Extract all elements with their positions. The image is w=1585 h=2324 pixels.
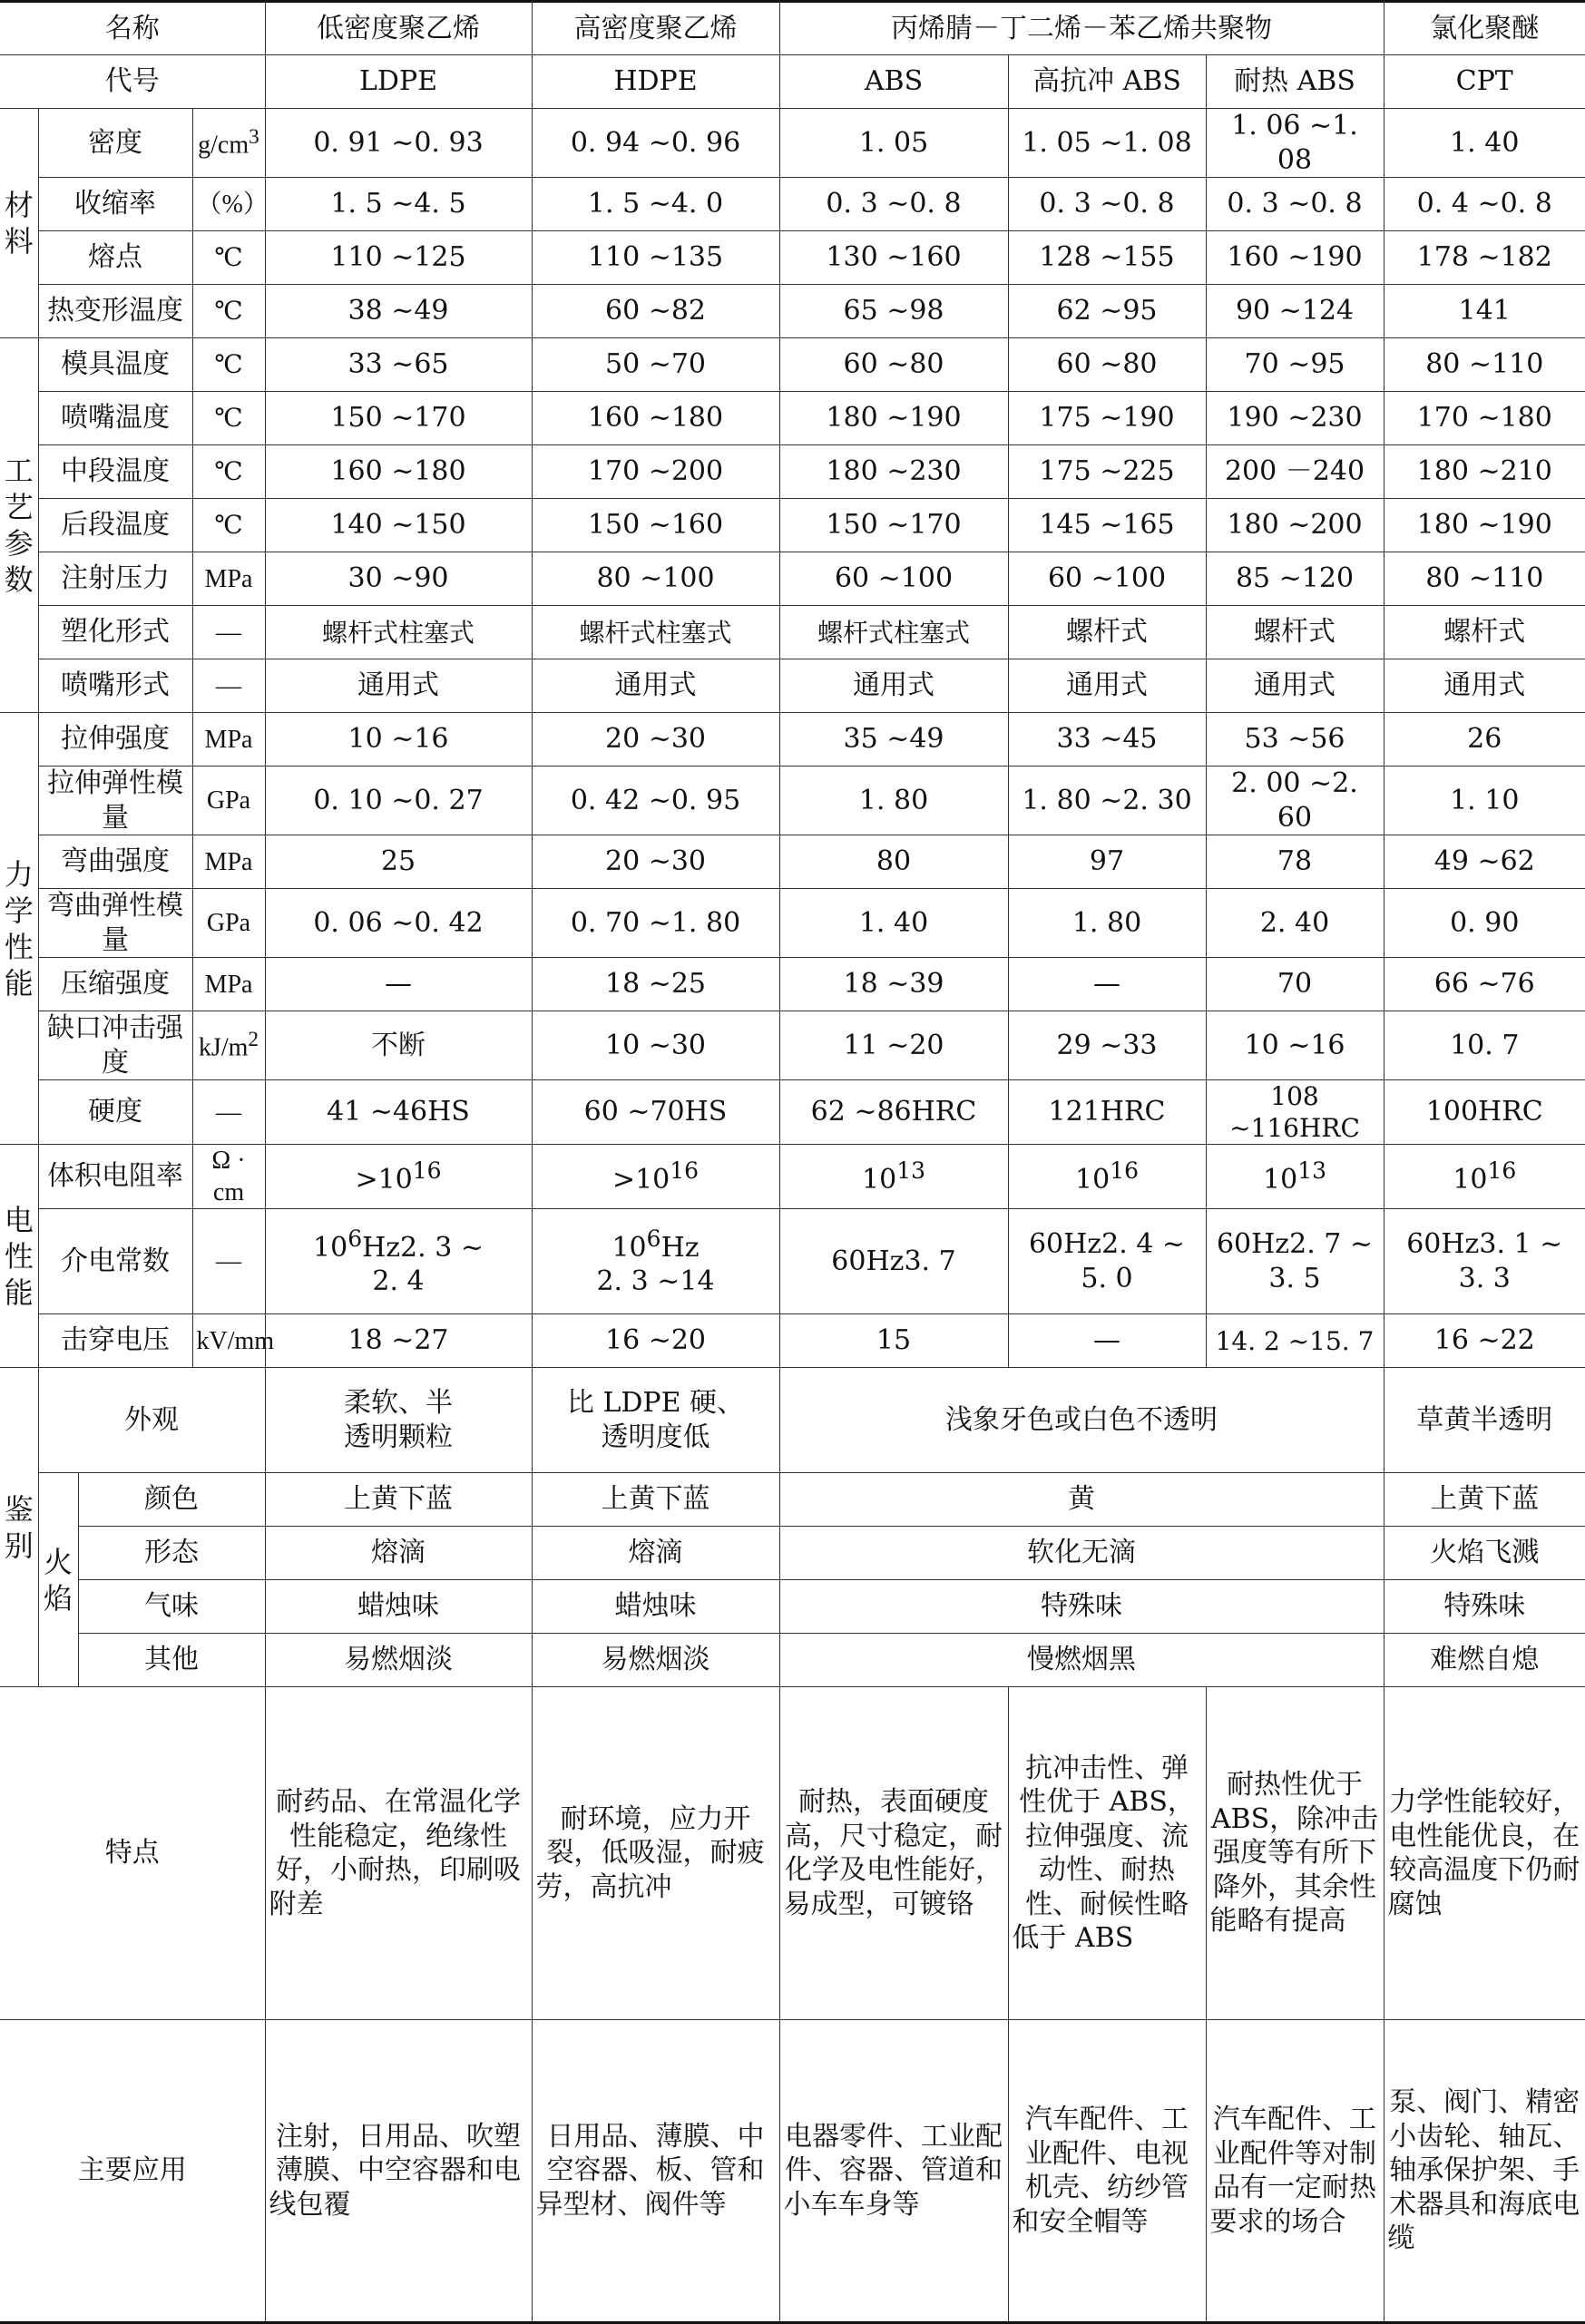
row-flame-form [0, 1527, 1585, 1580]
row-label: 弯曲弹性模量 [38, 889, 192, 958]
value-cell: 110 ~125 [265, 231, 532, 285]
value-cell: 螺杆式 [1206, 606, 1384, 659]
row-label: 熔点 [38, 231, 192, 285]
value-cell: 螺杆式柱塞式 [532, 606, 779, 659]
row-label: 收缩率 [38, 178, 192, 231]
value-cell: 62 ~86HRC [779, 1080, 1008, 1145]
name-abs-family: 丙烯腈－丁二烯－苯乙烯共聚物 [779, 2, 1384, 55]
unit-notched-impact: $kJ/m^2$ [192, 1011, 265, 1080]
value-cell: 16 ~20 [532, 1314, 779, 1368]
value-cell: 160 ~180 [532, 392, 779, 445]
value-cell: 60 ~80 [779, 338, 1008, 392]
features-label: 特点 [0, 1687, 265, 2020]
value-cell: 178 ~182 [1384, 231, 1585, 285]
value-cell: 蜡烛味 [265, 1580, 532, 1634]
name-hdpe: 高密度聚乙烯 [532, 2, 779, 55]
value-cell: 1. 06 ~1. 08 [1206, 109, 1384, 178]
value-cell: 慢燃烟黑 [779, 1634, 1384, 1687]
row-label: 模具温度 [38, 338, 192, 392]
value-cell: 1. 5 ~4. 0 [532, 178, 779, 231]
row-applications [0, 2020, 1585, 2323]
value-cell: 85 ~120 [1206, 552, 1384, 606]
section-process: 工 艺 参 数 [0, 338, 38, 713]
unit-cell: ℃ [192, 499, 265, 552]
code-hdpe: HDPE [532, 55, 779, 109]
value-cell: 20 ~30 [532, 713, 779, 767]
value-cell: 14. 2 ~15. 7 [1206, 1314, 1384, 1368]
value-cell: 90 ~124 [1206, 285, 1384, 338]
value-cell: 1. 40 [779, 889, 1008, 958]
value-cell: 软化无滴 [779, 1527, 1384, 1580]
value-cell: 通用式 [265, 659, 532, 713]
value-cell: 200 －240 [1206, 445, 1384, 499]
value-cell: 190 ~230 [1206, 392, 1384, 445]
value-cell: 1. 40 [1384, 109, 1585, 178]
value-cell: 0. 94 ~0. 96 [532, 109, 779, 178]
value-cell: 上黄下蓝 [532, 1473, 779, 1527]
code-heat-resistant-abs: 耐热 ABS [1206, 55, 1384, 109]
unit-cell: ℃ [192, 231, 265, 285]
value-cell: 180 ~190 [1384, 499, 1585, 552]
row-label: 后段温度 [38, 499, 192, 552]
unit-cell: — [192, 606, 265, 659]
row-label: 介电常数 [38, 1209, 192, 1314]
value-cell: 熔滴 [265, 1527, 532, 1580]
value-cell: 火焰飞溅 [1384, 1527, 1585, 1580]
row-dielectric-constant [0, 1209, 1585, 1314]
row-plasticizing [0, 606, 1585, 659]
value-cell: 26 [1384, 713, 1585, 767]
value-cell: 比 LDPE 硬、 透明度低 [532, 1368, 779, 1473]
value-cell: 50 ~70 [532, 338, 779, 392]
code-cpt: CPT [1384, 55, 1585, 109]
value-cell: 140 ~150 [265, 499, 532, 552]
value-cell: — [265, 958, 532, 1011]
applications-ldpe: 注射，日用品、吹塑薄膜、中空容器和电线包覆 [265, 2020, 532, 2323]
value-cell: 62 ~95 [1008, 285, 1206, 338]
row-label: 拉伸强度 [38, 713, 192, 767]
value-cell: 1. 05 ~1. 08 [1008, 109, 1206, 178]
row-flame-color [0, 1473, 1585, 1527]
value-cell: 66 ~76 [1384, 958, 1585, 1011]
value-cell: 草黄半透明 [1384, 1368, 1585, 1473]
value-cell: $10^{13}$ [779, 1145, 1008, 1209]
value-cell: 180 ~190 [779, 392, 1008, 445]
value-cell: 29 ~33 [1008, 1011, 1206, 1080]
unit-cell: — [192, 659, 265, 713]
value-cell: 53 ~56 [1206, 713, 1384, 767]
value-cell: 80 ~100 [532, 552, 779, 606]
value-cell: 柔软、半 透明颗粒 [265, 1368, 532, 1473]
row-density [0, 109, 1585, 178]
unit-cell: （%） [192, 178, 265, 231]
value-cell: 上黄下蓝 [265, 1473, 532, 1527]
value-cell: $10^{16}$ [1008, 1145, 1206, 1209]
value-cell: 160 ~190 [1206, 231, 1384, 285]
value-cell: 170 ~200 [532, 445, 779, 499]
row-label: 压缩强度 [38, 958, 192, 1011]
features-ldpe: 耐药品、在常温化学性能稳定，绝缘性好，小耐热，印刷吸附差 [265, 1687, 532, 2020]
value-cell: 60 ~70HS [532, 1080, 779, 1145]
value-cell: 180 ~230 [779, 445, 1008, 499]
code-header: 代号 [0, 55, 265, 109]
row-label: 外观 [38, 1368, 265, 1473]
code-ldpe: LDPE [265, 55, 532, 109]
value-cell: 33 ~45 [1008, 713, 1206, 767]
value-cell: 易燃烟淡 [532, 1634, 779, 1687]
row-flame-other [0, 1634, 1585, 1687]
row-breakdown-voltage [0, 1314, 1585, 1368]
row-label: 缺口冲击强度 [38, 1011, 192, 1080]
value-cell: 150 ~170 [265, 392, 532, 445]
row-label: 形态 [78, 1527, 265, 1580]
value-cell: 60Hz3. 1 ~ 3. 3 [1384, 1209, 1585, 1314]
value-cell: 30 ~90 [265, 552, 532, 606]
row-hardness [0, 1080, 1585, 1145]
value-cell: 141 [1384, 285, 1585, 338]
applications-hdpe: 日用品、薄膜、中空容器、板、管和异型材、阀件等 [532, 2020, 779, 2323]
value-cell: 128 ~155 [1008, 231, 1206, 285]
value-cell: 38 ~49 [265, 285, 532, 338]
applications-label: 主要应用 [0, 2020, 265, 2323]
value-cell: 1. 5 ~4. 5 [265, 178, 532, 231]
value-cell: 60 ~100 [779, 552, 1008, 606]
value-cell: 0. 3 ~0. 8 [779, 178, 1008, 231]
row-label: 弯曲强度 [38, 835, 192, 889]
features-hdpe: 耐环境，应力开裂，低吸湿，耐疲劳，高抗冲 [532, 1687, 779, 2020]
value-cell: 97 [1008, 835, 1206, 889]
row-label: 注射压力 [38, 552, 192, 606]
unit-cell: GPa [192, 889, 265, 958]
value-cell: $10^{16}$ [1384, 1145, 1585, 1209]
applications-high-impact-abs: 汽车配件、工业配件、电视机壳、纺纱管和安全帽等 [1008, 2020, 1206, 2323]
value-cell: 78 [1206, 835, 1384, 889]
value-cell: 60Hz2. 7 ~ 3. 5 [1206, 1209, 1384, 1314]
row-label: 塑化形式 [38, 606, 192, 659]
row-label: 气味 [78, 1580, 265, 1634]
value-cell: 0. 90 [1384, 889, 1585, 958]
value-cell: 20 ~30 [532, 835, 779, 889]
unit-cell: MPa [192, 552, 265, 606]
value-cell: 通用式 [1008, 659, 1206, 713]
row-compressive-strength [0, 958, 1585, 1011]
unit-cell: — [192, 1209, 265, 1314]
value-cell: $10^6Hz2$. 3 ~ 2. 4 [265, 1209, 532, 1314]
row-notched-impact [0, 1011, 1585, 1080]
value-cell: 黄 [779, 1473, 1384, 1527]
value-cell: 170 ~180 [1384, 392, 1585, 445]
value-cell: 10 ~16 [1206, 1011, 1384, 1080]
section-mechanical: 力 学 性 能 [0, 713, 38, 1145]
row-flexural-modulus [0, 889, 1585, 958]
value-cell: 螺杆式 [1008, 606, 1206, 659]
value-cell: 145 ~165 [1008, 499, 1206, 552]
value-cell: 1. 80 [779, 767, 1008, 835]
row-tensile-strength [0, 713, 1585, 767]
unit-cell: ℃ [192, 285, 265, 338]
value-cell: 螺杆式柱塞式 [265, 606, 532, 659]
value-cell: 0. 3 ~0. 8 [1206, 178, 1384, 231]
row-nozzle-type [0, 659, 1585, 713]
row-nozzle-temp [0, 392, 1585, 445]
unit-cell: MPa [192, 835, 265, 889]
value-cell: 浅象牙色或白色不透明 [779, 1368, 1384, 1473]
value-cell: 2. 00 ~2. 60 [1206, 767, 1384, 835]
features-cpt: 力学性能较好，电性能优良，在较高温度下仍耐腐蚀 [1384, 1687, 1585, 2020]
value-cell: 25 [265, 835, 532, 889]
row-label: 硬度 [38, 1080, 192, 1145]
row-middle-temp [0, 445, 1585, 499]
value-cell: 11 ~20 [779, 1011, 1008, 1080]
value-cell: 通用式 [1384, 659, 1585, 713]
value-cell: 180 ~200 [1206, 499, 1384, 552]
value-cell: 10 ~16 [265, 713, 532, 767]
row-label: 密度 [38, 109, 192, 178]
value-cell: 10 ~30 [532, 1011, 779, 1080]
unit-cell: MPa [192, 958, 265, 1011]
value-cell: 1. 05 [779, 109, 1008, 178]
value-cell: — [1008, 1314, 1206, 1368]
value-cell: 不断 [265, 1011, 532, 1080]
value-cell: 16 ~22 [1384, 1314, 1585, 1368]
row-injection-pressure [0, 552, 1585, 606]
unit-cell: ℃ [192, 338, 265, 392]
value-cell: 1. 80 [1008, 889, 1206, 958]
applications-cpt: 泵、阀门、精密小齿轮、轴瓦、轴承保护架、手术器具和海底电缆 [1384, 2020, 1585, 2323]
features-heat-resistant-abs: 耐热性优于 ABS，除冲击强度等有所下降外，其余性能略有提高 [1206, 1687, 1384, 2020]
value-cell: 熔滴 [532, 1527, 779, 1580]
value-cell: 80 ~110 [1384, 338, 1585, 392]
features-abs: 耐热，表面硬度高，尺寸稳定，耐化学及电性能好，易成型，可镀铬 [779, 1687, 1008, 2020]
section-identification: 鉴 别 [0, 1368, 38, 1687]
value-cell: 0. 06 ~0. 42 [265, 889, 532, 958]
value-cell: 49 ~62 [1384, 835, 1585, 889]
header-row-codes [0, 55, 1585, 109]
value-cell: 螺杆式柱塞式 [779, 606, 1008, 659]
value-cell: $>10^{16}$ [265, 1145, 532, 1209]
row-label: 拉伸弹性模量 [38, 767, 192, 835]
header-row-names [0, 2, 1585, 55]
value-cell: 2. 40 [1206, 889, 1384, 958]
row-label: 其他 [78, 1634, 265, 1687]
value-cell: 121HRC [1008, 1080, 1206, 1145]
value-cell: 33 ~65 [265, 338, 532, 392]
applications-heat-resistant-abs: 汽车配件、工业配件等对制品有一定耐热要求的场合 [1206, 2020, 1384, 2323]
unit-cell: GPa [192, 767, 265, 835]
value-cell: 蜡烛味 [532, 1580, 779, 1634]
value-cell: 60Hz3. 7 [779, 1209, 1008, 1314]
value-cell: 特殊味 [1384, 1580, 1585, 1634]
row-tensile-modulus [0, 767, 1585, 835]
value-cell: — [1008, 958, 1206, 1011]
flame-label: 火 焰 [38, 1473, 78, 1687]
value-cell: 110 ~135 [532, 231, 779, 285]
row-volume-resistivity [0, 1145, 1585, 1209]
value-cell: 通用式 [1206, 659, 1384, 713]
value-cell: 35 ~49 [779, 713, 1008, 767]
section-material: 材 料 [0, 109, 38, 338]
value-cell: 通用式 [779, 659, 1008, 713]
code-abs: ABS [779, 55, 1008, 109]
unit-cell: — [192, 1080, 265, 1145]
value-cell: 0. 70 ~1. 80 [532, 889, 779, 958]
row-label: 中段温度 [38, 445, 192, 499]
value-cell: 60 ~82 [532, 285, 779, 338]
value-cell: 15 [779, 1314, 1008, 1368]
value-cell: 0. 3 ~0. 8 [1008, 178, 1206, 231]
name-header: 名称 [0, 2, 265, 55]
row-label: 颜色 [78, 1473, 265, 1527]
value-cell: 0. 42 ~0. 95 [532, 767, 779, 835]
value-cell: 螺杆式 [1384, 606, 1585, 659]
value-cell: 0. 10 ~0. 27 [265, 767, 532, 835]
unit-cell: ℃ [192, 445, 265, 499]
value-cell: 175 ~190 [1008, 392, 1206, 445]
value-cell: 60 ~80 [1008, 338, 1206, 392]
value-cell: 100HRC [1384, 1080, 1585, 1145]
value-cell: 150 ~160 [532, 499, 779, 552]
unit-cell: kV/mm [192, 1314, 265, 1368]
value-cell: 10. 7 [1384, 1011, 1585, 1080]
code-high-impact-abs: 高抗冲 ABS [1008, 55, 1206, 109]
value-cell: 175 ~225 [1008, 445, 1206, 499]
row-label: 体积电阻率 [38, 1145, 192, 1209]
unit-cell: ℃ [192, 392, 265, 445]
row-melting-point [0, 231, 1585, 285]
value-cell: $10^6Hz$ 2. 3 ~14 [532, 1209, 779, 1314]
value-cell: 易燃烟淡 [265, 1634, 532, 1687]
unit-cell: Ω · cm [192, 1145, 265, 1209]
value-cell: 70 [1206, 958, 1384, 1011]
value-cell: 160 ~180 [265, 445, 532, 499]
name-cpt: 氯化聚醚 [1384, 2, 1585, 55]
row-rear-temp [0, 499, 1585, 552]
value-cell: 80 [779, 835, 1008, 889]
row-label: 热变形温度 [38, 285, 192, 338]
row-shrinkage [0, 178, 1585, 231]
features-high-impact-abs: 抗冲击性、弹性优于 ABS，拉伸强度、流动性、耐热性、耐候性略低于 ABS [1008, 1687, 1206, 2020]
unit-cell: MPa [192, 713, 265, 767]
value-cell: 难燃自熄 [1384, 1634, 1585, 1687]
row-heat-deflection [0, 285, 1585, 338]
unit-density: $g/cm^3$ [192, 109, 265, 178]
value-cell: 上黄下蓝 [1384, 1473, 1585, 1527]
row-features [0, 1687, 1585, 2020]
row-label: 击穿电压 [38, 1314, 192, 1368]
value-cell: 0. 4 ~0. 8 [1384, 178, 1585, 231]
section-electrical: 电 性 能 [0, 1145, 38, 1368]
value-cell: 180 ~210 [1384, 445, 1585, 499]
value-cell: 130 ~160 [779, 231, 1008, 285]
value-cell: 70 ~95 [1206, 338, 1384, 392]
value-cell: 18 ~27 [265, 1314, 532, 1368]
value-cell: 80 ~110 [1384, 552, 1585, 606]
name-ldpe: 低密度聚乙烯 [265, 2, 532, 55]
row-label: 喷嘴温度 [38, 392, 192, 445]
value-cell: 特殊味 [779, 1580, 1384, 1634]
row-flame-odor [0, 1580, 1585, 1634]
value-cell: 0. 91 ~0. 93 [265, 109, 532, 178]
applications-abs: 电器零件、工业配件、容器、管道和小车车身等 [779, 2020, 1008, 2323]
value-cell: 18 ~25 [532, 958, 779, 1011]
value-cell: 1. 10 [1384, 767, 1585, 835]
row-flexural-strength [0, 835, 1585, 889]
value-cell: 41 ~46HS [265, 1080, 532, 1145]
value-cell: $>10^{16}$ [532, 1145, 779, 1209]
value-cell: 通用式 [532, 659, 779, 713]
value-cell: 1. 80 ~2. 30 [1008, 767, 1206, 835]
row-mold-temp [0, 338, 1585, 392]
value-cell: 150 ~170 [779, 499, 1008, 552]
value-cell: $10^{13}$ [1206, 1145, 1384, 1209]
value-cell: 60Hz2. 4 ~ 5. 0 [1008, 1209, 1206, 1314]
row-appearance [0, 1368, 1585, 1473]
value-cell: 65 ~98 [779, 285, 1008, 338]
value-cell: 60 ~100 [1008, 552, 1206, 606]
value-cell: 18 ~39 [779, 958, 1008, 1011]
row-label: 喷嘴形式 [38, 659, 192, 713]
value-cell: 108 ~116HRC [1206, 1080, 1384, 1145]
